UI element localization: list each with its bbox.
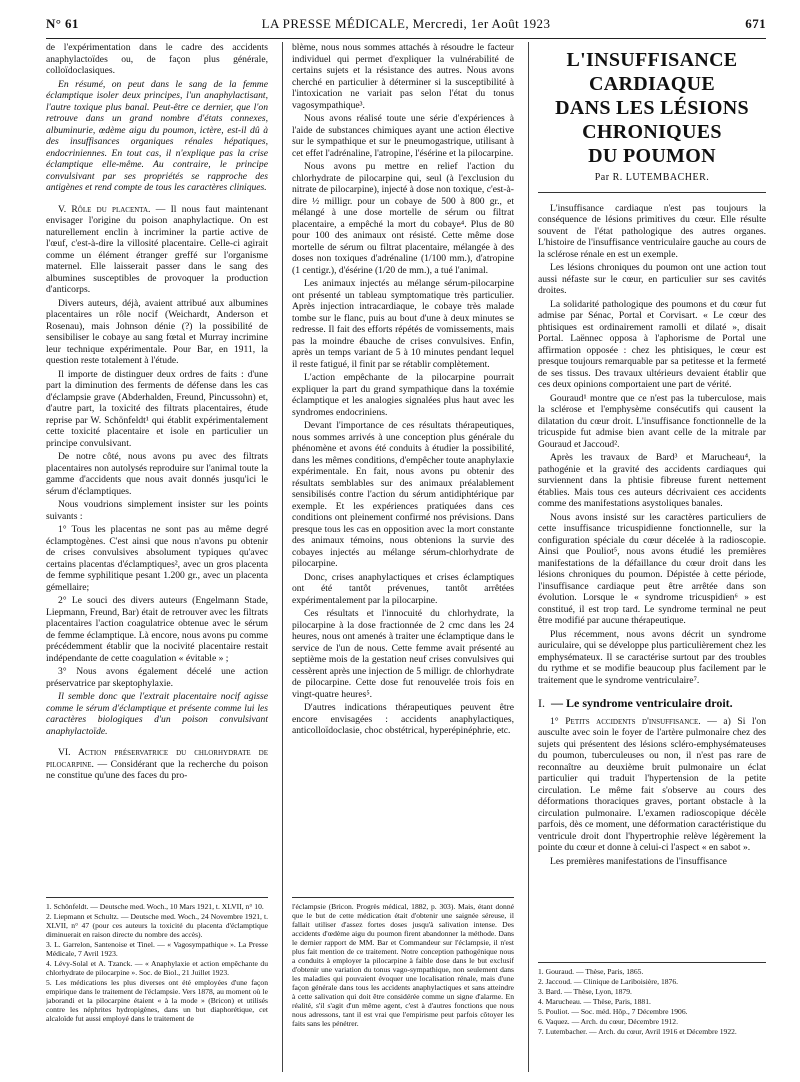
page-number: 671	[745, 16, 766, 31]
footnote: 4. Marucheau. — Thèse, Paris, 1881.	[538, 997, 651, 1006]
section-v	[46, 204, 268, 296]
paragraph: Ces résultats et l'innocuité du chlorhydrate, la pilocarpine à la dose fractionnée de 2 cmc dans les 24 heures, nous ont amenés à traiter une éclamptique dans le service de l'un de nous. Cette femme avait présenté au septième mois de la gestation neuf crises convulsives qui cessèrent après une injection de 5 milligr. de chlorhydrate de pilocarpine. Cette dose fut renouvelée trois fois en vingt-quatre heures⁵.	[292, 608, 514, 700]
paragraph: Gouraud¹ montre que ce n'est pas la tuberculose, mais la sclérose et l'emphysème consécutifs qui causent la dilatation du cœur droit. L'insuffisance fonctionnelle de la tricuspide fut admise bien avant celle de la mitrale par Gouraud et Jaccoud².	[538, 392, 766, 450]
footnote: 6. Vaquez. — Arch. du cœur, Décembre 1912.	[538, 1017, 678, 1026]
paragraph: Il importe de distinguer deux ordres de faits : d'une part la diminution des ferments de défense dans les cas d'éclampsie grave (Abderhalden, Freund, Pincussohn) et, d'autre part, la toxicité des filtrats placentaires, étude reprise par W. Schönfeldt¹ qui établit expérimentalement cette toxicité placentaire et isole en particulier un principe convulsivant.	[46, 368, 268, 449]
column-3-body	[538, 42, 766, 947]
paragraph: Nous avons réalisé toute une série d'expériences à l'aide de substances chimiques ayant une action élective sur le sympathique et sur le pneumogastrique, utilisant à cet effet l'adrénaline, l'atropine, l'ésérine et la pilocarpine.	[292, 113, 514, 159]
article-title-line: DANS LES LÉSIONS CHRONIQUES	[555, 97, 749, 143]
article-title-line: DU POUMON	[588, 145, 716, 167]
paragraph: Nous voudrions simplement insister sur les points suivants :	[46, 499, 268, 522]
paragraph: de l'expérimentation dans le cadre des accidents anaphylactoïdes ou, de façon plus générale, colloïdoclasiques.	[46, 42, 268, 76]
footnote: 1. Schönfeldt. — Deutsche med. Woch., 10 Mars 1921, t. XLVII, n° 10.	[46, 902, 264, 911]
section-heading: VI. Action préservatrice du chlorhydrate de pilocarpine.	[46, 747, 268, 770]
column-3	[538, 42, 766, 1072]
paragraph-text: — a) Si l'on ausculte avec soin le foyer de l'artère pulmonaire chez des sujets qui présentent des lésions scléro-emphysémateuses du poumon, tuberculeuses ou non, il n'est pas rare de reconnaître au deuxième bruit pulmonaire un éclat particulier qui traduit l'hypertension de la petite circulation. Le même fait s'observe au cours des déformations thoraciques graves, portant obstacle à la circulation pulmonaire. L'examen radioscopique décèle parfois, dès ce moment, une déformation caractéristique du ventricule droit dont l'hypertrophie relève légèrement la pointe du cœur et donne à celui-ci l'aspect « en sabot ».	[538, 715, 766, 853]
footnote: 3. Bard. — Thèse, Lyon, 1879.	[538, 987, 632, 996]
footnote: 2. Liepmann et Schultz. — Deutsche med. Woch., 24 Novembre 1921, t. XLVII, n° 47 (pour ces auteurs la toxicité du placenta d'éclamptique diminuerait en raison directe du nombre des accès).	[46, 912, 268, 939]
section-vi	[46, 747, 268, 782]
footnote: 5. Les médications les plus diverses ont été employées d'une façon empirique dans le traitement de l'éclampsie. Vers 1878, au moment où le jaborandi et la pilocarpine étaient « à la mode » (Bricon) et utilisés contre les néphrites hydropigènes, dans un but diaphorétique, cet alcaloïde fut aussi employé dans le traitement de	[46, 978, 268, 1023]
paragraph: Devant l'importance de ces résultats thérapeutiques, nous sommes arrivés à une conception plus générale du phénomène et avons été conduits à étudier la possibilité, dans les mêmes conditions, d'empêcher toute anaphylaxie expérimentale. En fait, nous avons pu obtenir des résultats semblables sur des animaux préalablement sensibilisés contre l'action du sérum antidiphtérique par exemple. Et les expériences pratiquées dans ces conditions ont pleinement confirmé nos prévisions. Dans presque tous les cas en opposition avec la mort constante des animaux témoins, nous obtenions la survie des cobayes injectés au mélange sérum-chlorhydrate de pilocarpine.	[292, 420, 514, 569]
paragraph: L'action empêchante de la pilocarpine pourrait expliquer la part du grand sympathique dans la toxémie éclamptique et les analogies signalées plus haut avec les syndromes endocriniens.	[292, 372, 514, 418]
paragraph: D'autres indications thérapeutiques peuvent être encore envisagées : accidents anaphylactiques, anticolloïdoclasie, choc obstétrical, hyperépinéphrie, etc.	[292, 702, 514, 736]
paragraph: Donc, crises anaphylactiques et crises éclamptiques ont été tantôt prévenues, tantôt arrêtées expérimentalement par la pilocarpine.	[292, 571, 514, 606]
paragraph: 1° Tous les placentas ne sont pas au même degré éclamptogènes. C'est ainsi que nous n'avons pu obtenir de crises convulsives absolument typiques qu'avec certains placentas d'éclamptiques², avec un gros placenta de femme syphilitique pesant 1.200 gr., avec un placenta gémellaire;	[46, 524, 268, 593]
footnote: 5. Pouliot. — Soc. méd. Hôp., 7 Décembre 1906.	[538, 1007, 688, 1016]
paragraph: La solidarité pathologique des poumons et du cœur fut admise par Sénac, Portal et Corvisart. « Le cœur des phtisiques est ordinairement ramolli et dilaté », disait Portal. Laënnec opposa à l'aphorisme de Portal une affirmation opposée : chez les phtisiques, le cœur est presque toujours remarquable par sa petitesse et la fermeté de ses tissus. Des travaux ultérieurs devaient établir que ces deux opinions comportaient une part de vérité.	[538, 298, 766, 390]
footnote: 2. Jaccoud. — Clinique de Lariboisière, 1876.	[538, 977, 679, 986]
newspaper-page	[46, 14, 766, 1074]
article-title-line: L'INSUFFISANCE CARDIAQUE	[566, 49, 738, 95]
paragraph: Plus récemment, nous avons décrit un syndrome auriculaire, qui se développe plus particulièrement chez les emphysémateux. Il se caractérise surtout par des troubles du rythme et se modifie beaucoup plus facilement par le traitement que le syndrome ventriculaire⁷.	[538, 628, 766, 686]
column-1	[46, 42, 268, 1072]
paragraph: Les animaux injectés au mélange sérum-pilocarpine ont présenté un tableau symptomatique très particulier. Après injection intracardiaque, le cobaye très malade tombe sur le flanc, puis au bout d'une à deux minutes se redresse. Il fait des efforts répétés de vomissements, mais pas la moindre ébauche de crises convulsives. Enfin, après un temps variant de 5 à 10 minutes pendant lequel il reste fatigué, il finit par se rétablir complètement.	[292, 278, 514, 370]
section-heading: V. Rôle du placenta.	[58, 203, 151, 215]
paragraph: 2° Le souci des divers auteurs (Engelmann Stade, Liepmann, Freund, Bar) était de retrouver avec les filtrats placentaires l'action coagulatrice obtenue avec le sérum de femme éclamptique. Là encore, nous avons pu comme précédemment établir que la nocivité placentaire restait indépendante de cette coagulation « évitable » ;	[46, 595, 268, 664]
paragraph: Nous avons pu mettre en relief l'action du chlorhydrate de pilocarpine qui, seul (à l'exclusion du nitrate de pilocarpine), injecté à dose non toxique, c'est-à-dire ½ milligr. pour un cobaye de 500 à 800 gr., et mélangé à une dose mortelle de sérum ou filtrat placentaire, a empêché la mort du cobaye⁴. Plus de 80 pour 100 des animaux ont résisté. Cette même dose mortelle de sérum ou filtrat placentaire, mélangée à des doses non toxiques d'adrénaline (1/100 mm.), d'atropine (1 centigr.), d'ésérine (1/20 de mm.), a tué l'animal.	[292, 161, 514, 276]
footnotes	[538, 962, 766, 1037]
footnote: 3. L. Garrelon, Santenoise et Tinel. — « Vagosympathique ». La Presse Médicale, 7 Avril 1923.	[46, 940, 268, 958]
paragraph: 3° Nous avons également décelé une action préservatrice par skeptophylaxie.	[46, 666, 268, 689]
footnote: 4. Lévy-Solal et A. Tzanck. — « Anaphylaxie et action empêchante du chlorhydrate de pilocarpine ». Soc. de Biol., 21 Juillet 1923.	[46, 959, 268, 977]
publication-title: LA PRESSE MÉDICALE, Mercredi, 1er Août 1923	[261, 16, 551, 31]
column-1-body	[46, 42, 268, 882]
paragraph: Les premières manifestations de l'insuffisance	[550, 855, 727, 867]
issue-number: N° 61	[46, 16, 79, 31]
column-2-body	[292, 42, 514, 882]
footnote: 1. Gouraud. — Thèse, Paris, 1865.	[538, 967, 644, 976]
paragraph: Divers auteurs, déjà, avaient attribué aux albumines placentaires un rôle nocif (Weichardt, Anderson et Rosenau), mais Johnson dénie (?) la possibilité de sensibiliser le cobaye au sang fœtal et Murray incrimine leur technique expérimentale. Pour Bar, en 1911, la question reste totalement à l'étude.	[46, 297, 268, 366]
paragraph-summary: En résumé, on peut dans le sang de la femme éclamptique isoler deux principes, l'un anaphylactisant, l'autre toxique plus banal. Peut-être ce dernier, que l'on retrouve dans un grand nombre d'états connexes, albuminurie, œdème aigu du poumon, ictère, est-il dû à des insuffisances organiques rénales hépatiques, endocriniennes. En tout cas, il n'explique pas la crise éclamptique elle-même. Au contraire, le principe convulsivant par ses propriétés se rapproche des antigènes et rend compte de tous les caractères cliniques.	[46, 78, 268, 193]
footnotes	[46, 897, 268, 1024]
columns	[46, 42, 766, 1072]
paragraph: L'insuffisance cardiaque n'est pas toujours la conséquence de lésions primitives du cœur. Elle résulte souvent de l'état pathologique des autres organes. L'histoire de l'insuffisance ventriculaire gauche au cours de la sclérose rénale en est un exemple.	[538, 202, 766, 260]
paragraph: De notre côté, nous avons pu avec des filtrats placentaires non autolysés reproduire sur l'animal toute la gamme d'accidents que nous avait donnés jusqu'ici le sérum d'éclamptiques.	[46, 451, 268, 497]
paragraph: blème, nous nous sommes attachés à résoudre le facteur individuel qui permet d'expliquer la vulnérabilité de certains sujets et la résistance des autres. Nous avons cherché en particulier à déterminer si la susceptibilité à l'intoxication ne variait pas selon l'état du tonus vagosympathique³.	[292, 42, 514, 111]
title-rule	[538, 192, 766, 193]
page-header	[46, 14, 766, 34]
section-number: I.	[538, 696, 545, 710]
column-divider	[528, 42, 529, 1072]
article-byline: Par R. LUTEMBACHER.	[594, 172, 710, 183]
section-text: — Considérant que la recherche du poison ne constitue qu'une des faces du pro-	[46, 758, 268, 781]
paragraph-conclusion: Il semble donc que l'extrait placentaire nocif agisse comme le sérum d'éclamptique et présente comme lui les caractères biologiques d'un poison convulsivant anaphylactoïde.	[46, 691, 268, 737]
footnotes	[292, 897, 514, 1029]
paragraph-heading: 1° Petits accidents d'insuffisance.	[550, 715, 701, 727]
footnote: 7. Lutembacher. — Arch. du cœur, Avril 1916 et Décembre 1922.	[538, 1027, 737, 1036]
column-divider	[282, 42, 283, 1072]
section-text: — Il nous faut maintenant envisager l'origine du poison anaphylactique. On est naturellement enclin à incriminer la partie active de l'œuf, c'est-à-dire la villosité placentaire. Celle-ci agirait comme un élément étranger greffé sur l'organisme maternel. Elle laisserait passer dans le sang des albumines susceptibles de provoquer la production d'anticorps.	[46, 203, 268, 295]
article-title	[538, 48, 766, 168]
header-rule	[46, 38, 766, 39]
paragraph: Nous avons insisté sur les caractères particuliers de cette insuffisance tricuspidienne fonctionnelle, sur la configuration spéciale du cœur décelée à la radioscopie. Ainsi que Pouliot⁵, nous avons étudié les premières manifestations de la défaillance du cœur droit dans les lésions chroniques du poumon. Dépistée à cette période, l'insuffisance cardiaque peut être arrêtée dans son évolution. Lorsque le « syndrome tricuspidien⁶ » est constitué, il est trop tard. Le syndrome terminal ne peut être modifié par aucune thérapeutique.	[538, 511, 766, 626]
section-title: — Le syndrome ventriculaire droit.	[551, 696, 733, 710]
section-heading	[538, 698, 766, 710]
footnote: l'éclampsie (Bricon. Progrès médical, 1882, p. 303). Mais, étant donné que le but de cette médication était d'obtenir une saignée séreuse, il fallait utiliser d'assez fortes doses jusqu'à salivation intense. Des accidents d'œdème aigu du poumon firent abandonner la méthode. Dans le dernier rapport de MM. Bar et Commandeur sur l'éclampsie, il n'est plus fait mention de ce traitement. Notre conception pathogénique nous a conduits à employer la pilocarpine à faible dose dans le but exclusif d'obtenir une variation du tonus vago-sympathique, non seulement dans les maladies qui pouvaient évoquer une localisation rénale, mais d'une façon générale dans tous les accidents anaphylactiques et sans atteindre à cette salivation qui doit être considérée comme un signe d'alarme. En réalité, s'il s'agit d'un même agent, c'est à d'autres fonctions que nous nous adressons, tant il est vrai que l'empirisme peut parfois côtoyer les faits sans les pénétrer.	[292, 902, 514, 1028]
column-2	[292, 42, 514, 1072]
paragraph: Les lésions chroniques du poumon ont une action tout aussi néfaste sur le cœur, en particulier sur ses cavités droites.	[538, 262, 766, 296]
paragraph: Après les travaux de Bard³ et Marucheau⁴, la pathogénie et la gravité des accidents cardiaques qui surviennent dans la phtisie fibreuse furent nettement établies. Mais tous ces auteurs décrivaient ces accidents comme des manifestations asystoliques banales.	[538, 452, 766, 509]
paragraph	[538, 716, 766, 854]
